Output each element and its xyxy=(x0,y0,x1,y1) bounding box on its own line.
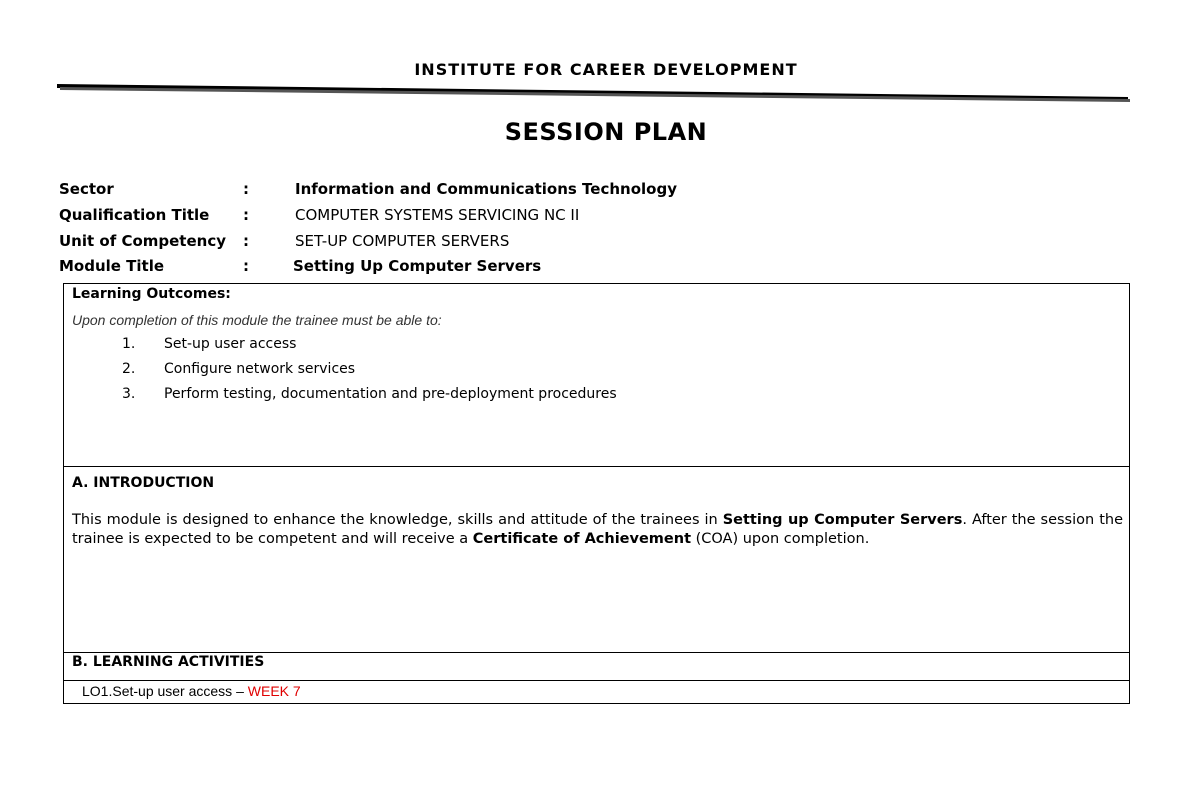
info-separator: : xyxy=(243,232,249,250)
page-title: SESSION PLAN xyxy=(504,118,708,146)
learning-activities-heading: B. LEARNING ACTIVITIES xyxy=(72,654,265,670)
info-label: Module Title xyxy=(59,257,165,275)
info-value: COMPUTER SYSTEMS SERVICING NC II xyxy=(295,206,580,224)
info-value: Setting Up Computer Servers xyxy=(293,257,542,275)
lo1-row xyxy=(63,680,1130,704)
info-separator: : xyxy=(243,257,249,275)
introduction-paragraph: This module is designed to enhance the knowledge, skills and attitude of the trainees in Setting up Computer Servers. After the session the trainee is expected to be competent and will receive a Certificate of Achievement (COA) upon completion. xyxy=(72,512,1123,547)
info-label: Unit of Competency xyxy=(59,232,226,250)
info-separator: : xyxy=(243,180,249,198)
info-label: Qualification Title xyxy=(59,206,210,224)
institute-name: INSTITUTE FOR CAREER DEVELOPMENT xyxy=(414,60,798,79)
module-name-emphasis: Setting up Computer Servers xyxy=(722,512,963,528)
info-value: SET-UP COMPUTER SERVERS xyxy=(295,232,510,250)
introduction-heading: A. INTRODUCTION xyxy=(72,475,215,491)
list-item: 3. Perform testing, documentation and pre-deployment procedures xyxy=(122,386,617,402)
header-rule xyxy=(0,0,1200,110)
learning-activities-section xyxy=(63,652,1130,681)
lo1-text: LO1.Set-up user access – WEEK 7 xyxy=(82,683,301,699)
learning-outcomes-heading: Learning Outcomes: xyxy=(72,286,231,302)
info-label: Sector xyxy=(59,180,114,198)
info-separator: : xyxy=(243,206,249,224)
introduction-section xyxy=(63,466,1130,653)
list-item: 2. Configure network services xyxy=(122,361,356,377)
info-value: Information and Communications Technology xyxy=(295,180,677,198)
certificate-emphasis: Certificate of Achievement xyxy=(472,531,691,547)
learning-outcomes-section xyxy=(63,283,1130,467)
learning-outcomes-intro: Upon completion of this module the trainee must be able to: xyxy=(72,312,442,328)
list-item: 1. Set-up user access xyxy=(122,336,297,352)
week-label: WEEK 7 xyxy=(247,683,301,699)
